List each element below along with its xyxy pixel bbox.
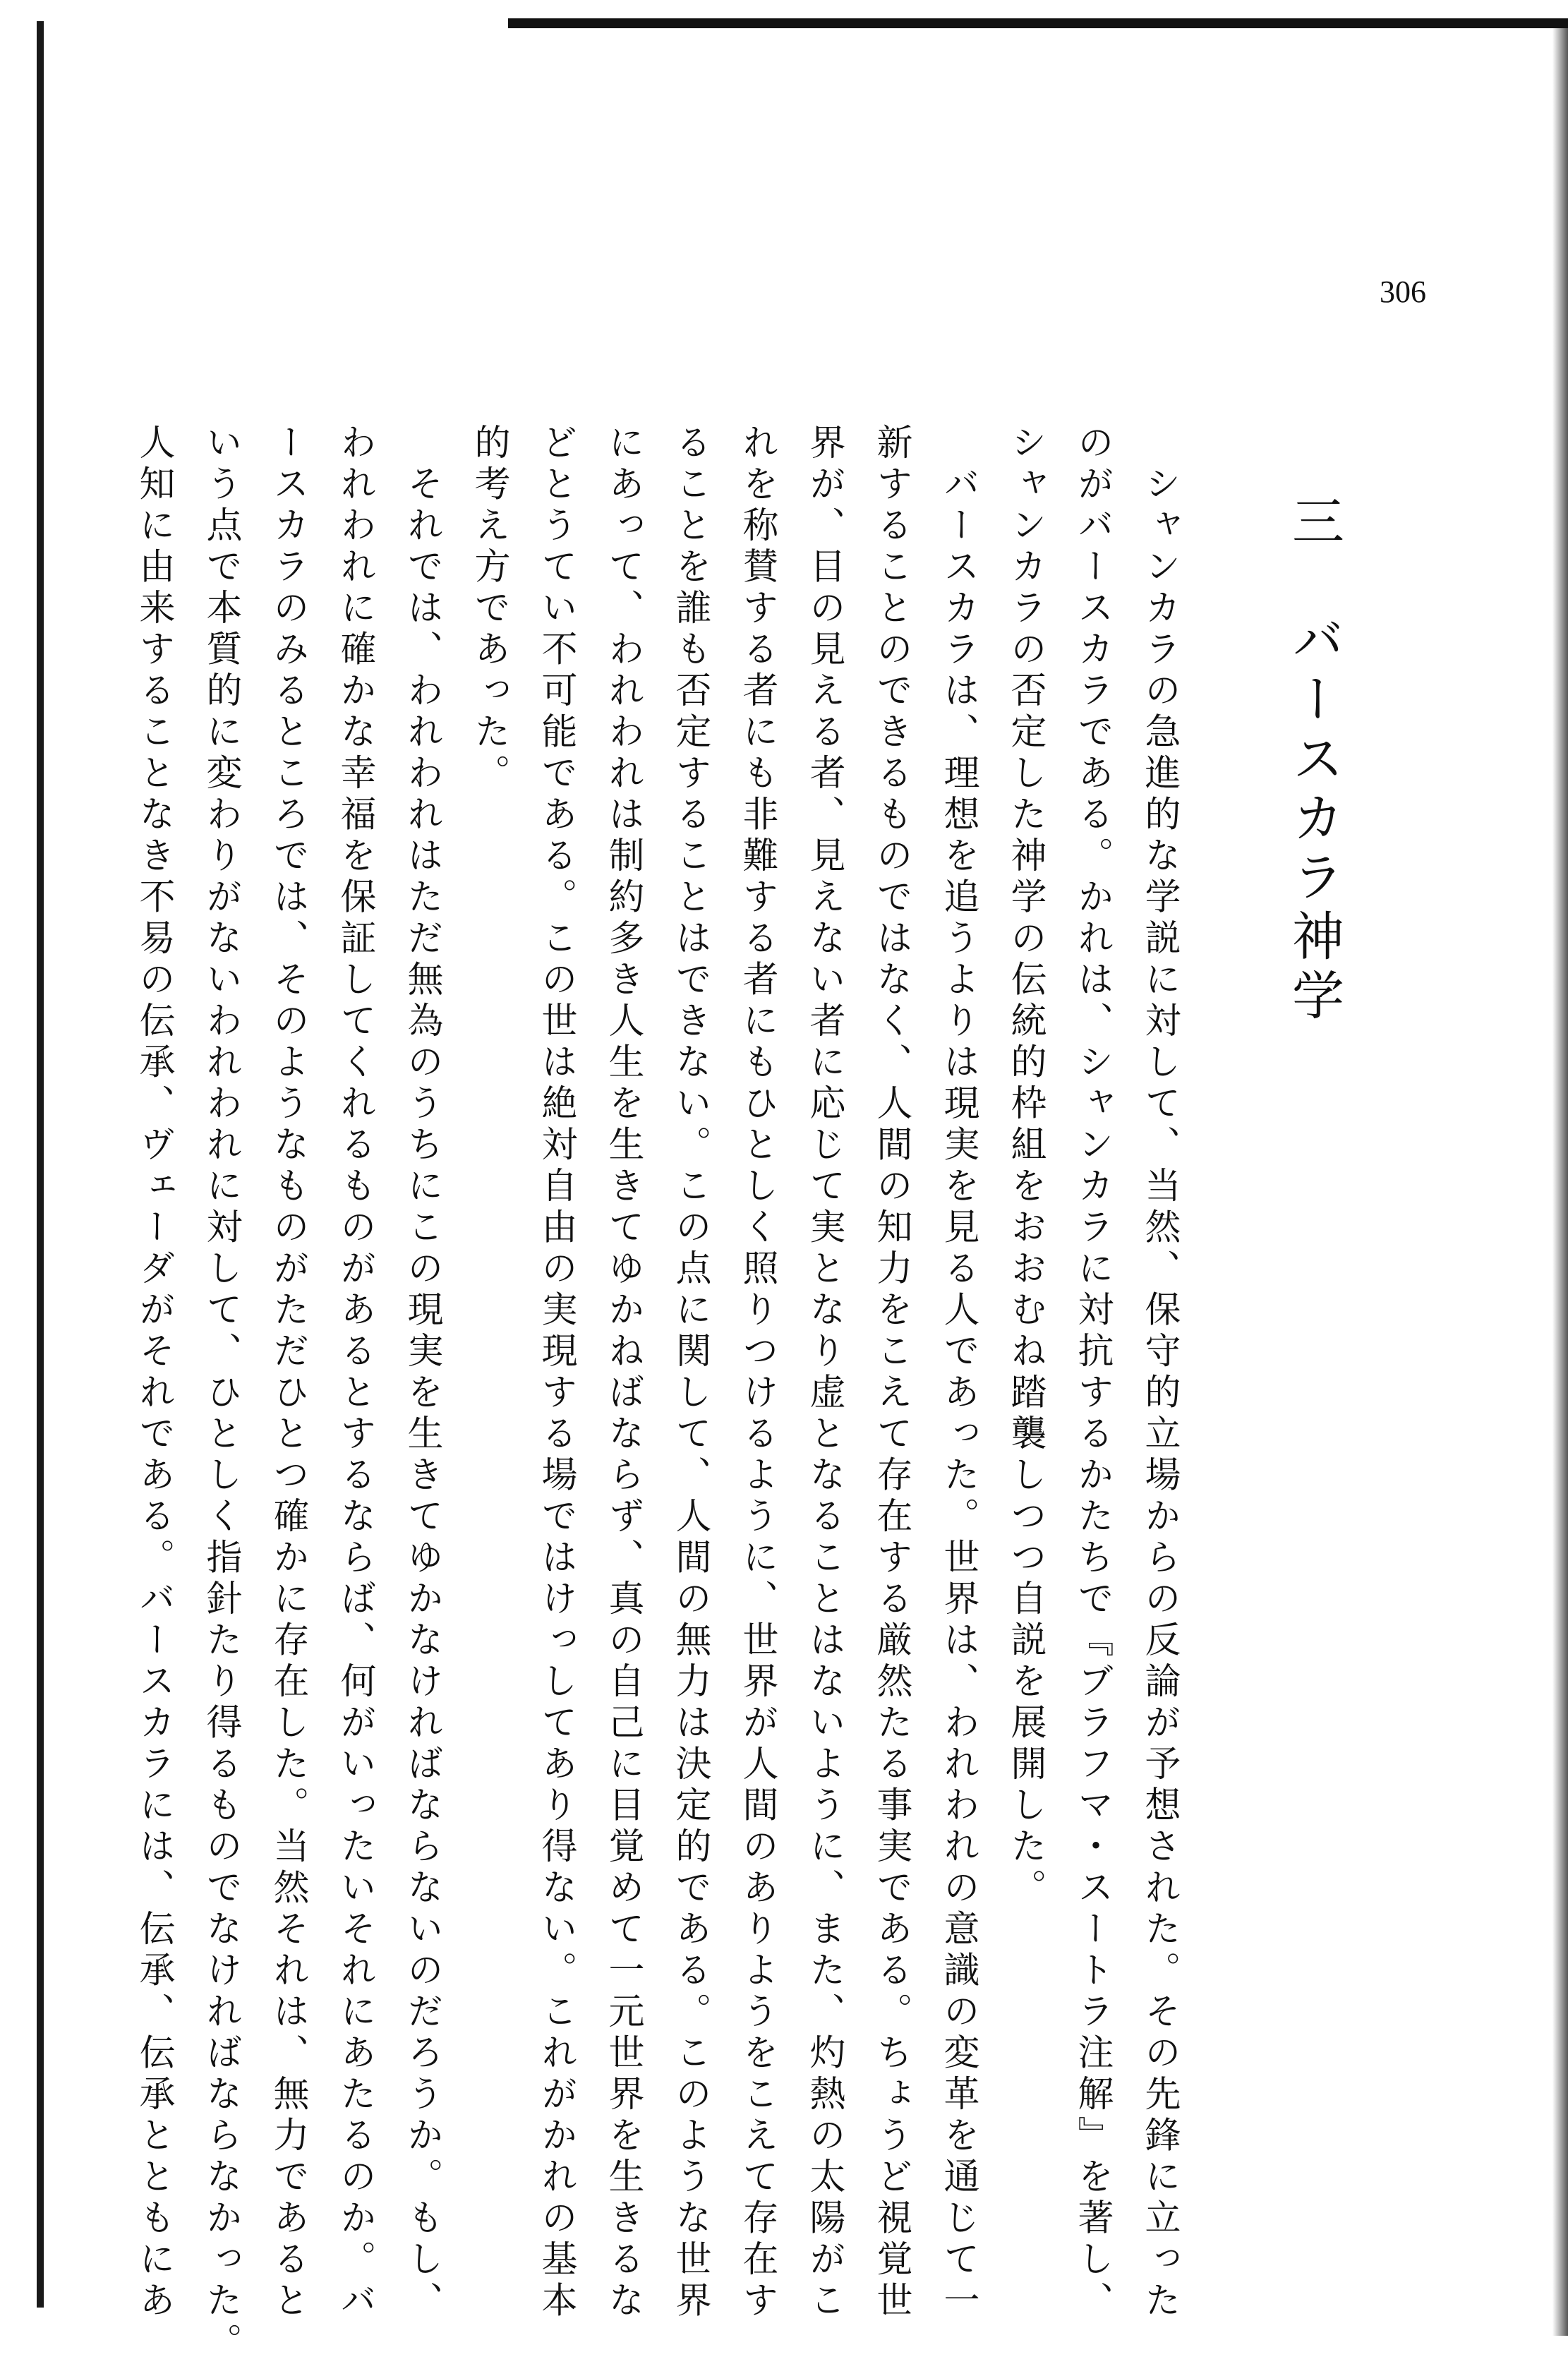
text-line: 界が、目の見える者、見えない者に応じて実となり虚となることはないように、また、灼熱の太陽がこ (803, 423, 845, 2322)
text-line: れを称賛する者にも非難する者にもひとしく照りつけるように、世界が人間のありようをこえて存在す (736, 423, 778, 2322)
text-line: 的考え方であった。 (468, 423, 509, 795)
text-line: のがバースカラである。かれは、シャンカラに対抗するかたちで『ブラフマ・スートラ注解』を著し、 (1071, 423, 1113, 2322)
text-line: シャンカラの急進的な学説に対して、当然、保守的立場からの反論が予想された。その先鋒に立った (1138, 423, 1180, 2322)
text-line: それでは、われわれはただ無為のうちにこの現実を生きてゆかなければならないのだろうか。もし、 (401, 423, 442, 2322)
scan-shadow-top (508, 18, 1568, 28)
section-heading: 三 バースカラ神学 (1284, 494, 1344, 1027)
text-line: われわれに確かな幸福を保証してくれるものがあるとするならば、何がいったいそれにあたるのか。バ (334, 423, 375, 2322)
text-line: バースカラは、理想を追うよりは現実を見る人であった。世界は、われわれの意識の変革を通じて一 (937, 423, 979, 2322)
text-line: どとうてい不可能である。この世は絶対自由の実現する場ではけっしてあり得ない。これがかれの基本 (535, 423, 577, 2322)
text-line: シャンカラの否定した神学の伝統的枠組をおおむね踏襲しつつ自説を展開した。 (1004, 423, 1046, 1910)
text-line: ることを誰も否定することはできない。この点に関して、人間の無力は決定的である。このような世界 (669, 423, 711, 2322)
page-number: 306 (1380, 275, 1426, 309)
text-line: 人知に由来することなき不易の伝承、ヴェーダがそれである。バースカラには、伝承、伝承とともにあ (133, 423, 174, 2322)
text-line: いう点で本質的に変わりがないわれわれに対して、ひとしく指針たり得るものでなければならなかった。 (200, 423, 241, 2364)
text-line: ースカラのみるところでは、そのようなものがただひとつ確かに存在した。当然それは、無力であると (267, 423, 308, 2322)
scan-shadow-right (1552, 28, 1568, 2336)
text-line: 新することのできるものではなく、人間の知力をこえて存在する厳然たる事実である。ちょうど視覚世 (870, 423, 912, 2322)
text-line: にあって、われわれは制約多き人生を生きてゆかねばならず、真の自己に目覚めて一元世界を生きるな (602, 423, 644, 2322)
scan-shadow-left (37, 21, 44, 2308)
body-text (133, 423, 1193, 2364)
